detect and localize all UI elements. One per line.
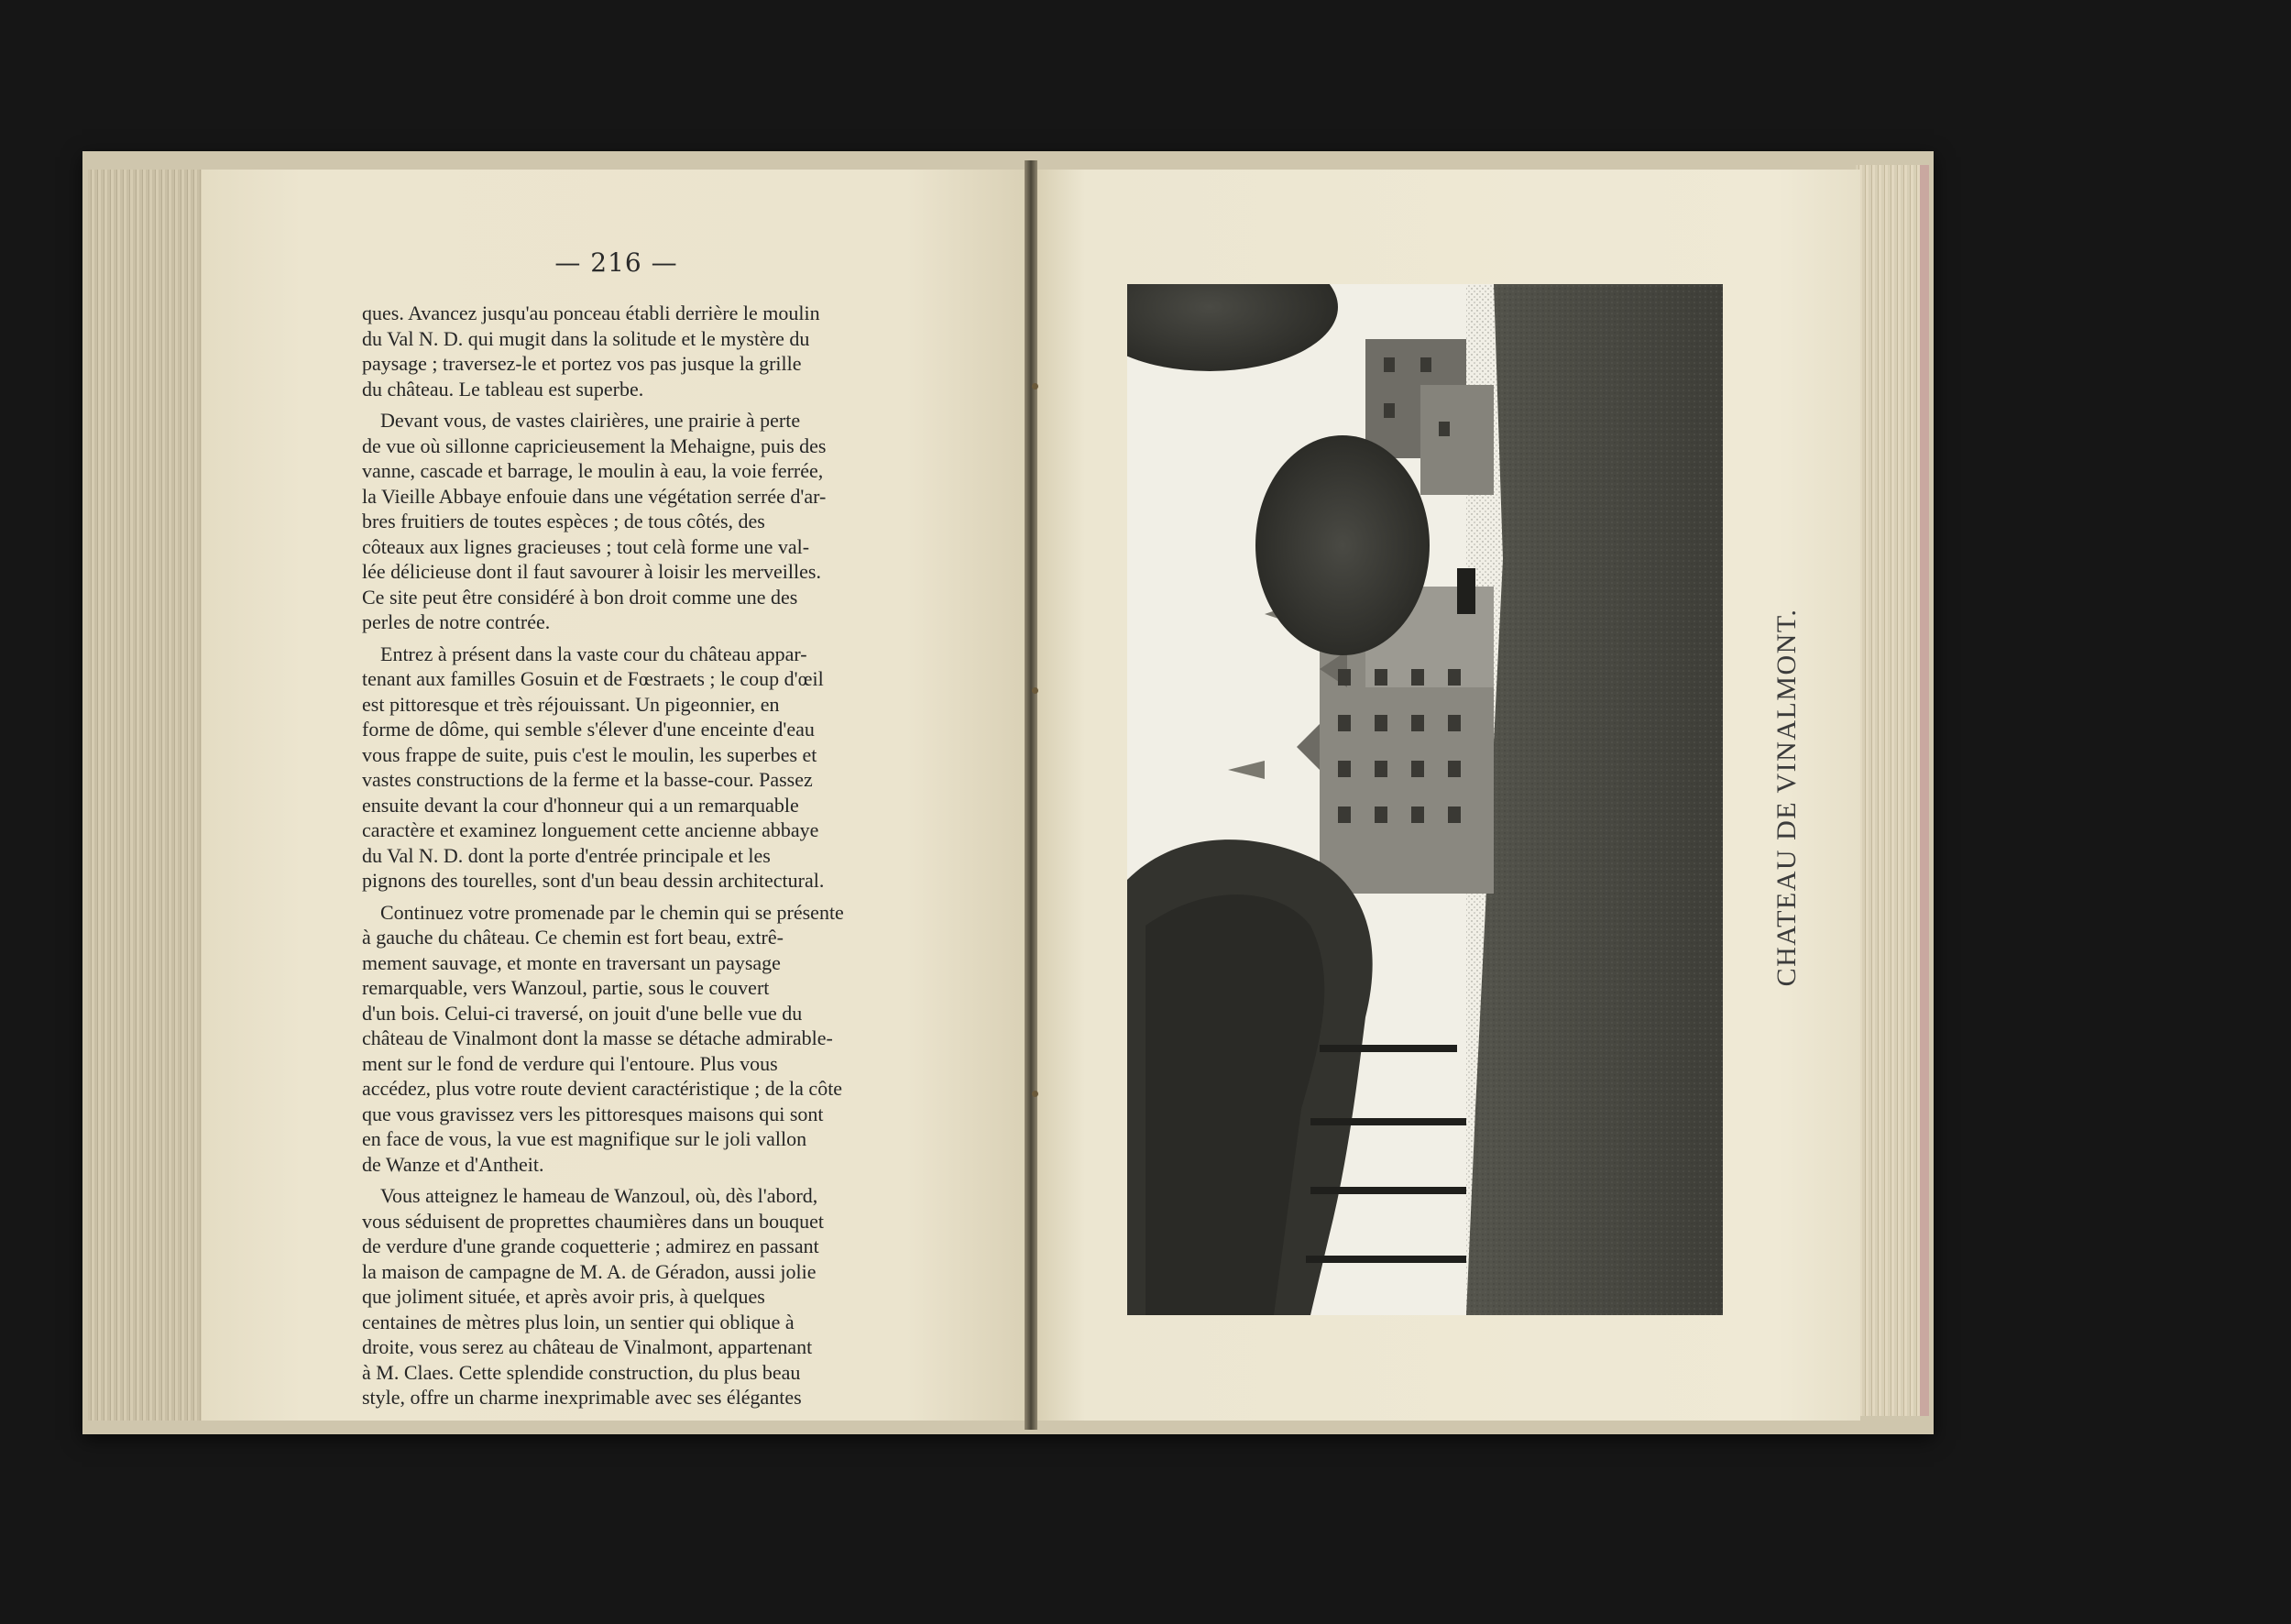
photo-plate-chateau	[1127, 284, 1723, 1315]
text-line: tenant aux familles Gosuin et de Fœstraets ; le coup d'œil	[362, 667, 824, 690]
text-line: vous frappe de suite, puis c'est le moulin, les superbes et	[362, 742, 817, 766]
binding-stitch	[1032, 383, 1038, 390]
text-line: Entrez à présent dans la vaste cour du château appar-	[380, 642, 807, 665]
paragraph	[362, 301, 912, 401]
text-line: vastes constructions de la ferme et la basse-cour. Passez	[362, 768, 813, 791]
paragraph	[362, 642, 912, 894]
plate-caption: CHATEAU DE VINALMONT.	[1771, 608, 1802, 987]
text-line: lée délicieuse dont il faut savourer à loisir les merveilles.	[362, 560, 821, 583]
text-line: château de Vinalmont dont la masse se détache admirable-	[362, 1026, 833, 1049]
text-line: à M. Claes. Cette splendide construction, du plus beau	[362, 1360, 801, 1384]
page-edges-right	[1856, 165, 1929, 1416]
text-line: du Val N. D. dont la porte d'entrée principale et les	[362, 843, 771, 867]
text-line: droite, vous serez au château de Vinalmont, appartenant	[362, 1335, 813, 1358]
text-line: vanne, cascade et barrage, le moulin à eau, la voie ferrée,	[362, 459, 824, 482]
text-line: vous séduisent de proprettes chaumières dans un bouquet	[362, 1209, 825, 1233]
text-line: la Vieille Abbaye enfouie dans une végétation serrée d'ar-	[362, 484, 827, 508]
paragraph	[362, 900, 912, 1178]
text-line: est pittoresque et très réjouissant. Un pigeonnier, en	[362, 692, 780, 716]
text-line: bres fruitiers de toutes espèces ; de tous côtés, des	[362, 510, 765, 532]
text-line: Vous atteignez le hameau de Wanzoul, où, dès l'abord,	[380, 1184, 818, 1207]
text-line: Continuez votre promenade par le chemin qui se présente	[380, 900, 844, 924]
page-number: — 216 —	[554, 247, 678, 278]
text-line: du Val N. D. qui mugit dans la solitude et le mystère du	[362, 326, 810, 350]
text-line: à gauche du château. Ce chemin est fort beau, extrê-	[362, 926, 784, 949]
text-line: ment sur le fond de verdure qui l'entoure. Plus vous	[362, 1051, 778, 1075]
text-line: que vous gravissez vers les pittoresques maisons qui sont	[362, 1102, 824, 1125]
text-line: la maison de campagne de M. A. de Géradon, aussi jolie	[362, 1259, 817, 1283]
body-text	[362, 301, 912, 1417]
text-line: ensuite devant la cour d'honneur qui a un remarquable	[362, 793, 799, 817]
left-page	[202, 170, 1031, 1421]
text-line: Ce site peut être considéré à bon droit comme une des	[362, 585, 798, 609]
chateau-photograph	[1127, 284, 1723, 1315]
text-line: côteaux aux lignes gracieuses ; tout celà forme une val-	[362, 534, 810, 558]
paragraph	[362, 1183, 912, 1410]
text-line: mement sauvage, et monte en traversant un paysage	[362, 950, 781, 974]
text-line: de verdure d'une grande coquetterie ; admirez en passant	[362, 1234, 819, 1257]
page-edges-left	[88, 170, 207, 1421]
book-gutter	[1025, 160, 1037, 1430]
text-line: de Wanze et d'Antheit.	[362, 1152, 544, 1176]
text-line: perles de notre contrée.	[362, 610, 551, 633]
text-line: remarquable, vers Wanzoul, partie, sous le couvert	[362, 976, 770, 999]
text-line: ques. Avancez jusqu'au ponceau établi derrière le moulin	[362, 302, 820, 324]
text-line: paysage ; traversez-le et portez vos pas jusque la grille	[362, 352, 802, 375]
text-line: style, offre un charme inexprimable avec ses élégantes	[362, 1386, 802, 1409]
text-line: forme de dôme, qui semble s'élever d'une enceinte d'eau	[362, 718, 815, 741]
text-line: en face de vous, la vue est magnifique sur le joli vallon	[362, 1127, 807, 1150]
binding-stitch	[1032, 687, 1038, 694]
text-line: Devant vous, de vastes clairières, une prairie à perte	[380, 409, 801, 432]
text-line: que joliment située, et après avoir pris, à quelques	[362, 1285, 765, 1308]
text-line: accédez, plus votre route devient caractéristique ; de la côte	[362, 1077, 843, 1100]
text-line: du château. Le tableau est superbe.	[362, 377, 644, 401]
text-line: centaines de mètres plus loin, un sentier qui oblique à	[362, 1310, 795, 1333]
text-line: de vue où sillonne capricieusement la Mehaigne, puis des	[362, 433, 827, 457]
text-line: caractère et examinez longuement cette ancienne abbaye	[362, 818, 819, 841]
text-line: d'un bois. Celui-ci traversé, on jouit d'une belle vue du	[362, 1001, 803, 1025]
binding-stitch	[1032, 1091, 1038, 1097]
paragraph	[362, 408, 912, 635]
text-line: pignons des tourelles, sont d'un beau dessin architectural.	[362, 869, 825, 892]
